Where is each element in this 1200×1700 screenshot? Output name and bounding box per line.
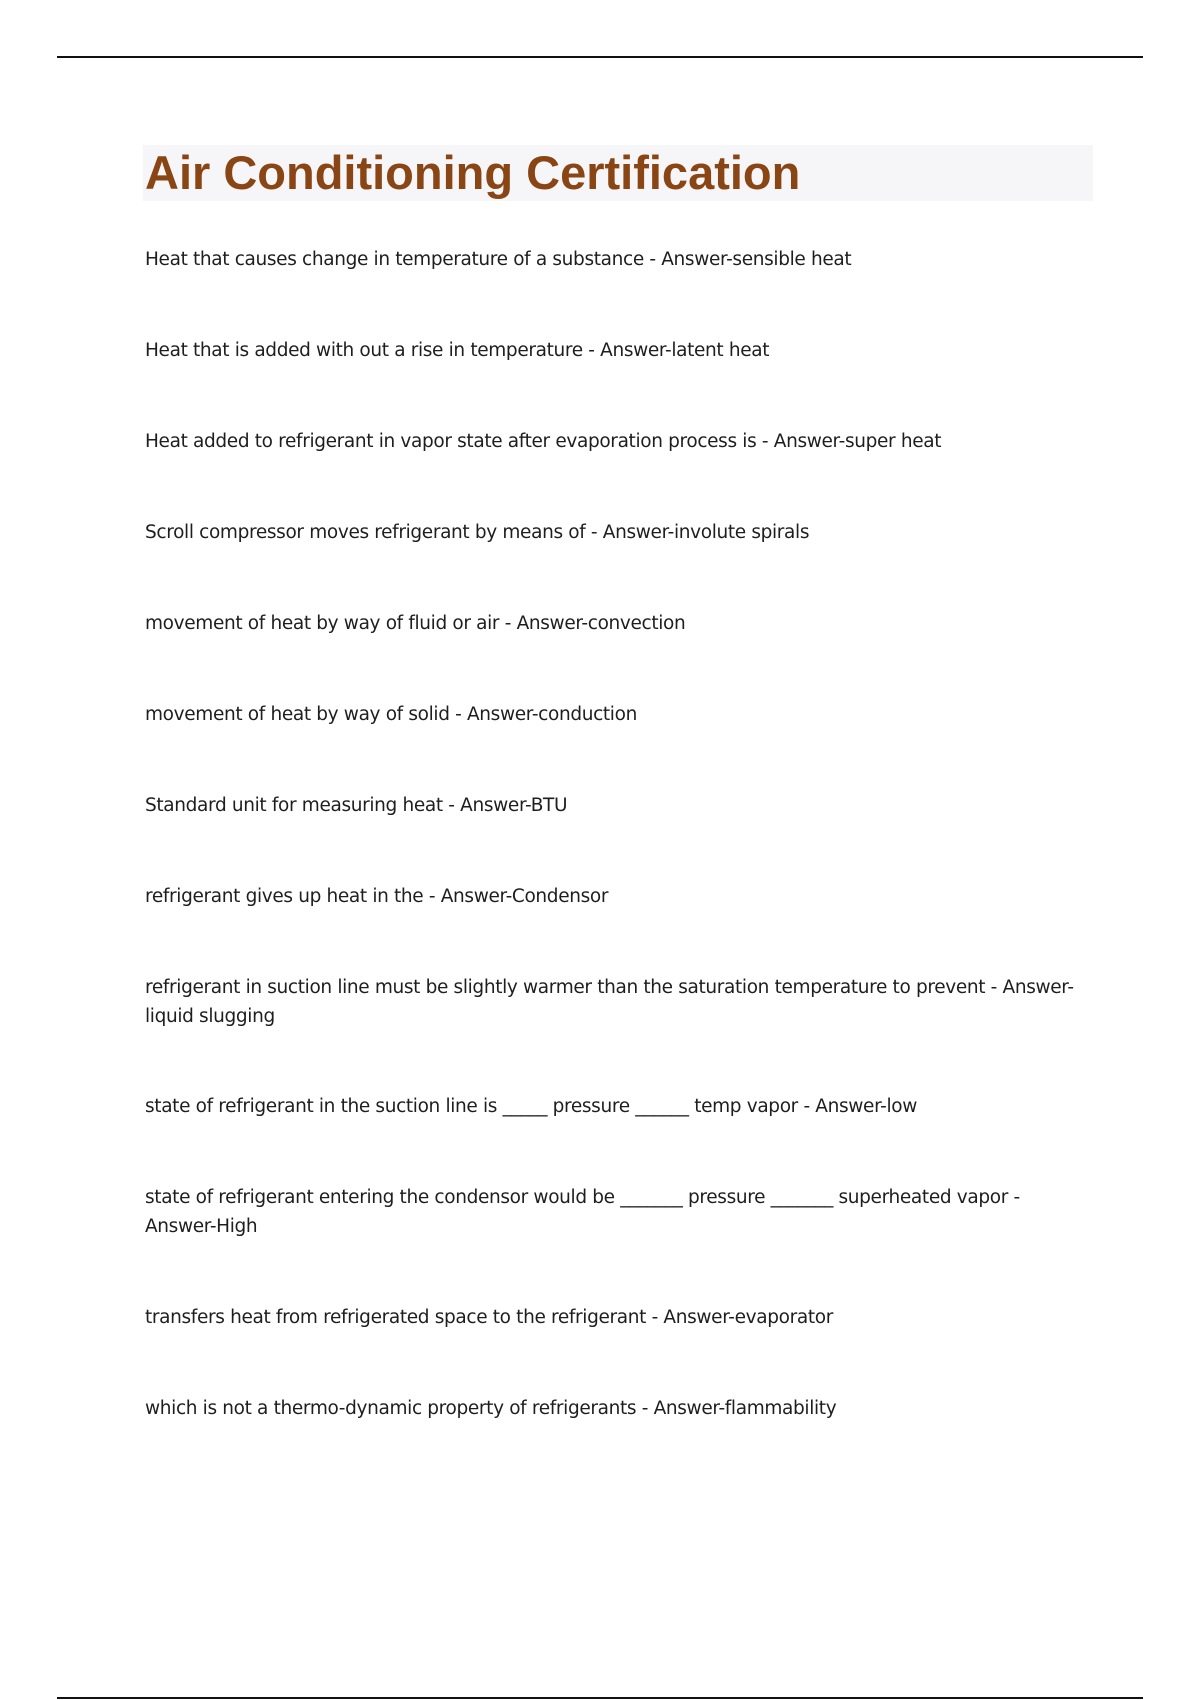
qa-item-1: Heat that causes change in temperature of a substance - Answer-sensible heat	[145, 249, 852, 270]
qa-item-6: movement of heat by way of solid - Answer-conduction	[145, 704, 637, 725]
qa-item-12: transfers heat from refrigerated space to the refrigerant - Answer-evaporator	[145, 1307, 833, 1328]
top-rule	[57, 56, 1143, 58]
qa-item-2: Heat that is added with out a rise in temperature - Answer-latent heat	[145, 340, 770, 361]
qa-item-9: refrigerant in suction line must be slightly warmer than the saturation temperature to prevent - Answer-liquid slugging	[145, 977, 1074, 1027]
qa-item-3: Heat added to refrigerant in vapor state after evaporation process is - Answer-super heat	[145, 431, 942, 452]
qa-item-8: refrigerant gives up heat in the - Answer-Condensor	[145, 886, 609, 907]
document-title: Air Conditioning Certification	[145, 146, 801, 199]
qa-item-4: Scroll compressor moves refrigerant by means of - Answer-involute spirals	[145, 522, 810, 543]
qa-item-11: state of refrigerant entering the condensor would be _______ pressure _______ superheated vapor - Answer-High	[145, 1187, 1020, 1237]
qa-item-5: movement of heat by way of fluid or air - Answer-convection	[145, 613, 686, 634]
bottom-rule	[57, 1697, 1143, 1699]
qa-item-7: Standard unit for measuring heat - Answer-BTU	[145, 795, 568, 816]
qa-item-13: which is not a thermo-dynamic property of refrigerants - Answer-flammability	[145, 1398, 837, 1419]
qa-item-10: state of refrigerant in the suction line is _____ pressure ______ temp vapor - Answer-low	[145, 1096, 918, 1117]
